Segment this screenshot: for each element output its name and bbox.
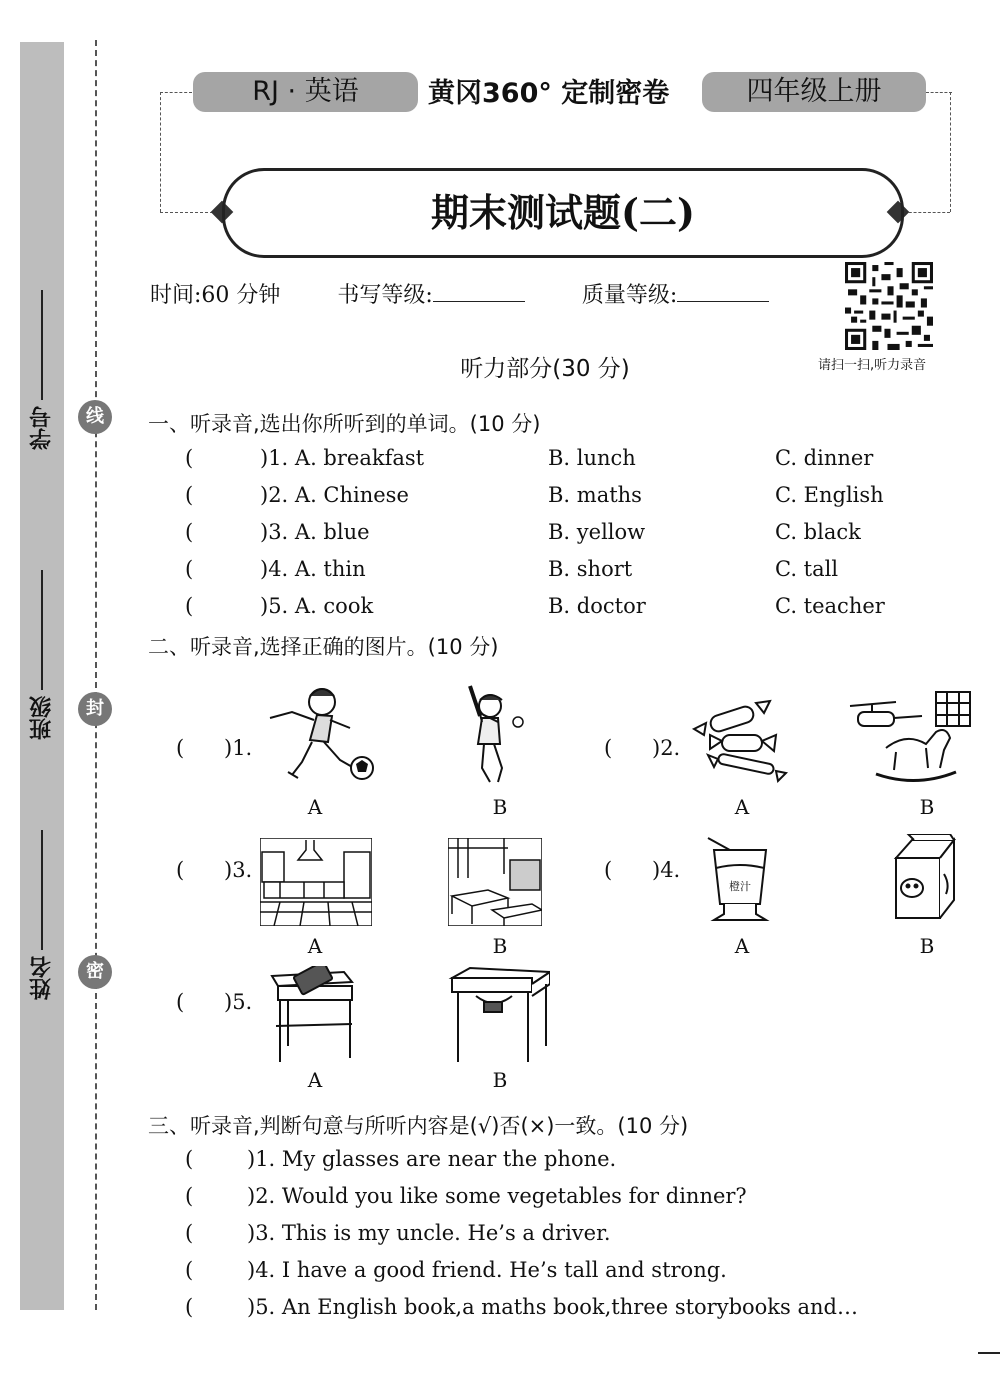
option-b: B. yellow (548, 520, 646, 544)
name-blank (41, 830, 43, 950)
option-a: )1. A. breakfast (260, 446, 425, 470)
option-a: )3. A. blue (260, 520, 370, 544)
s2-question-4[interactable] (604, 858, 681, 882)
option-a: )4. A. thin (260, 557, 366, 581)
option-b: B. maths (548, 483, 642, 507)
header-dash-left (160, 92, 192, 93)
option-c: C. English (775, 483, 884, 507)
answer-paren[interactable]: ( (176, 858, 185, 882)
section3-heading: 三、听录音,判断句意与所听内容是(√)否(×)一致。(10 分) (148, 1114, 689, 1138)
label-a: A (307, 934, 323, 958)
page-edge-mark (978, 1352, 1000, 1354)
quality-grade-label: 质量等级: (581, 283, 678, 308)
answer-paren[interactable]: ( (185, 557, 194, 581)
question-number: )1. (224, 736, 253, 760)
answer-paren[interactable]: ( (604, 858, 613, 882)
desk-with-book-under-icon[interactable] (448, 966, 550, 1066)
classroom-icon[interactable] (448, 838, 542, 926)
answer-paren[interactable]: ( (185, 1258, 194, 1282)
header-dash-right (926, 92, 952, 93)
option-c: C. teacher (775, 594, 885, 618)
answer-paren[interactable]: ( (185, 1221, 194, 1245)
name-field[interactable] (18, 830, 66, 1000)
milk-carton-icon[interactable] (888, 834, 964, 922)
qr-caption: 请扫一扫,听力录音 (818, 358, 927, 373)
writing-grade[interactable] (337, 283, 524, 308)
secret-mark: 密 (78, 955, 112, 989)
question-number: )5. (224, 990, 253, 1014)
option-c: C. dinner (775, 446, 874, 470)
option-a: )5. A. cook (260, 594, 374, 618)
answer-paren[interactable]: ( (185, 594, 194, 618)
statement-text: )2. Would you like some vegetables for dinner? (247, 1184, 747, 1208)
writing-grade-label: 书写等级: (337, 283, 433, 308)
question-number: )4. (652, 858, 681, 882)
answer-paren[interactable]: ( (185, 483, 194, 507)
boy-playing-baseball-icon[interactable] (452, 682, 532, 787)
s1-question-5[interactable] (185, 594, 945, 624)
s1-question-3[interactable] (185, 520, 945, 550)
label-a: A (734, 795, 750, 819)
answer-paren[interactable]: ( (185, 446, 194, 470)
label-b: B (919, 795, 935, 819)
series-title: 黄冈360° 定制密卷 (428, 78, 670, 109)
option-b: B. doctor (548, 594, 646, 618)
answer-paren[interactable]: ( (185, 1184, 194, 1208)
time-text: 时间:60 分钟 (150, 283, 281, 308)
class-label: 班级 (29, 696, 55, 740)
label-a: A (734, 934, 750, 958)
s2-question-2[interactable] (604, 736, 681, 760)
answer-paren[interactable]: ( (185, 520, 194, 544)
exam-title: 期末测试题(二) (431, 190, 695, 235)
question-number: )2. (652, 736, 681, 760)
section1-heading: 一、听录音,选出你所听到的单词。(10 分) (148, 412, 541, 436)
s1-question-2[interactable] (185, 483, 945, 513)
s2-question-1[interactable] (176, 736, 253, 760)
label-a: A (307, 795, 323, 819)
quality-grade[interactable] (582, 283, 769, 308)
answer-paren[interactable]: ( (604, 736, 613, 760)
option-b: B. short (548, 557, 633, 581)
label-b: B (919, 934, 935, 958)
header-dash-left-v (160, 92, 161, 212)
question-number: )3. (224, 858, 253, 882)
cut-line (95, 40, 97, 1310)
line-mark: 线 (78, 400, 112, 434)
label-b: B (492, 1068, 508, 1092)
orange-juice-icon[interactable] (700, 832, 780, 924)
option-b: B. lunch (548, 446, 636, 470)
seal-mark: 封 (78, 692, 112, 726)
header-dash-right-v (950, 92, 951, 212)
option-c: C. black (775, 520, 861, 544)
kitchen-icon[interactable] (260, 838, 372, 926)
info-row (150, 278, 819, 309)
title-dash-left (160, 212, 218, 213)
label-a: A (307, 1068, 323, 1092)
statement-text: )5. An English book,a maths book,three storybooks and… (247, 1295, 858, 1319)
s1-question-1[interactable] (185, 446, 945, 476)
student-no-label: 学号 (29, 406, 55, 450)
statement-text: )1. My glasses are near the phone. (247, 1147, 617, 1171)
s1-question-4[interactable] (185, 557, 945, 587)
option-c: C. tall (775, 557, 839, 581)
option-a: )2. A. Chinese (260, 483, 409, 507)
section2-heading: 二、听录音,选择正确的图片。(10 分) (148, 635, 499, 659)
grade-pill: 四年级上册 (702, 72, 926, 112)
toys-icon[interactable] (846, 688, 976, 788)
label-b: B (492, 795, 508, 819)
name-label: 姓名 (29, 956, 55, 1000)
desk-with-book-on-top-icon[interactable] (266, 966, 358, 1066)
class-field[interactable] (18, 570, 66, 740)
student-no-blank (41, 290, 43, 400)
quality-grade-blank (677, 283, 769, 302)
title-dash-right (904, 212, 950, 213)
boy-playing-football-icon[interactable] (262, 680, 382, 785)
juice-label: 橙汁 (729, 880, 751, 893)
statement-text: )3. This is my uncle. He’s a driver. (247, 1221, 611, 1245)
answer-paren[interactable]: ( (185, 1295, 194, 1319)
label-b: B (492, 934, 508, 958)
candy-icon[interactable] (690, 695, 790, 785)
qr-code-icon[interactable] (845, 262, 933, 350)
subject-pill: RJ · 英语 (193, 72, 418, 112)
part-title: 听力部分(30 分) (460, 356, 630, 382)
answer-paren[interactable]: ( (176, 736, 185, 760)
s2-question-3[interactable] (176, 858, 253, 882)
answer-paren[interactable]: ( (185, 1147, 194, 1171)
writing-grade-blank (433, 283, 525, 302)
s2-question-5[interactable] (176, 990, 253, 1014)
statement-text: )4. I have a good friend. He’s tall and strong. (247, 1258, 727, 1282)
class-blank (41, 570, 43, 690)
answer-paren[interactable]: ( (176, 990, 185, 1014)
